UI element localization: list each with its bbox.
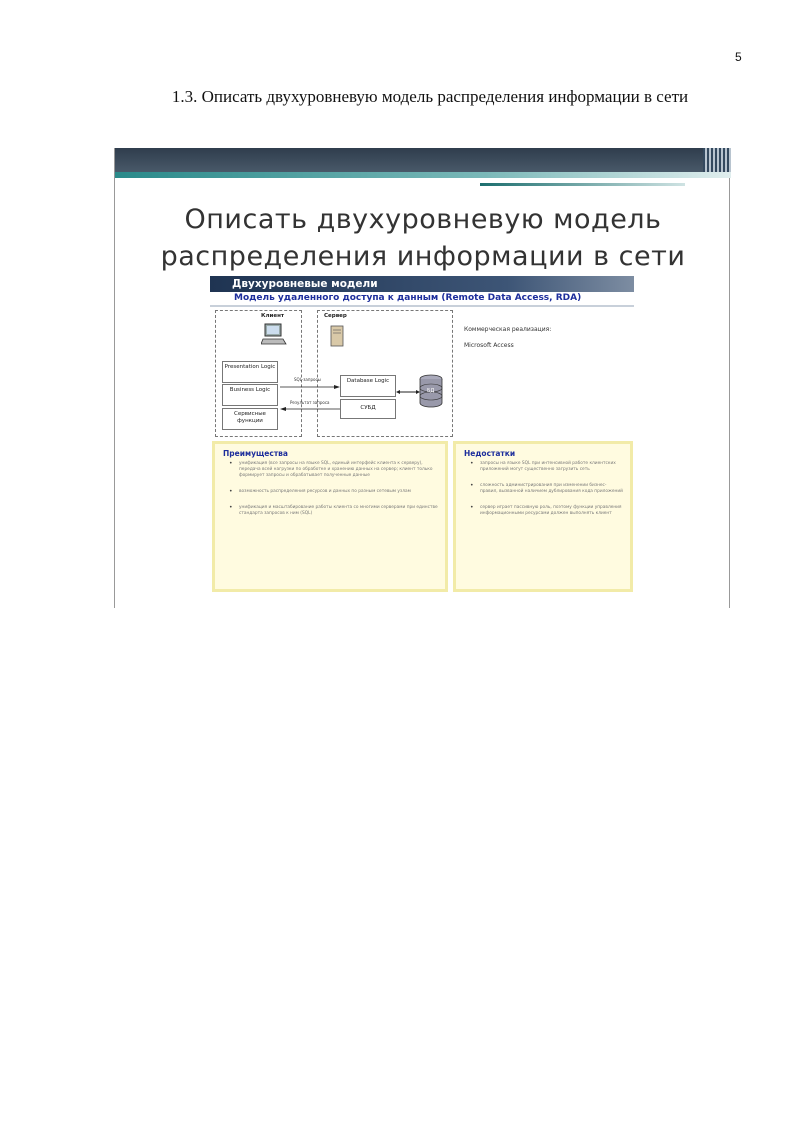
header-rule xyxy=(210,305,634,307)
client-label: Клиент xyxy=(261,313,285,319)
request-arrow-label: SQL-запросы xyxy=(294,377,321,382)
presentation-logic-box: Presentation Logic xyxy=(222,361,278,383)
advantage-item: • возможность распределения ресурсов и данных по разным сетевым узлам xyxy=(229,489,439,495)
implementation-value: Microsoft Access xyxy=(464,342,514,349)
dbms-box: СУБД xyxy=(340,399,396,419)
computer-icon xyxy=(261,323,287,345)
server-box xyxy=(317,310,453,437)
server-label: Сервер xyxy=(324,313,347,319)
service-functions-box: Сервисные функции xyxy=(222,408,278,430)
section-heading: 1.3. Описать двухуровневую модель распределения информации в сети xyxy=(171,87,689,106)
response-arrow-label: Результат запроса xyxy=(290,400,330,405)
implementation-title: Коммерческая реализация: xyxy=(464,326,552,333)
advantages-list xyxy=(219,461,439,527)
rda-subtitle: Модель удаленного доступа к данным (Remote Data Access, RDA) xyxy=(234,293,582,303)
advantages-panel xyxy=(212,441,448,592)
advantage-item: • унификация (все запросы на языке SQL, единый интерфейс клиента к серверу), передача всей нагрузки по обработке и хранению данных на сервер; клиент только формирует запросы и обрабатывает полученные данные xyxy=(229,461,439,479)
slide-accent-line xyxy=(480,183,685,186)
advantages-title: Преимущества xyxy=(223,449,288,458)
disadvantages-panel xyxy=(453,441,633,592)
request-arrow xyxy=(280,383,340,391)
client-box xyxy=(215,310,302,437)
disadvantage-item: • запросы на языке SQL при интенсивной работе клиентских приложений могут существенно загрузить сеть xyxy=(470,461,624,473)
database-logic-box: Database Logic xyxy=(340,375,396,397)
slide-teal-band xyxy=(115,172,731,178)
model-illustration xyxy=(210,276,634,594)
slide-title-line-1: Описать двухуровневую модель xyxy=(184,204,662,235)
slide-title-line-2: распределения информации в сети xyxy=(160,241,686,272)
disadvantage-item: • сервер играет пассивную роль, поэтому функции управления информационными ресурсами должен выполнять клиент xyxy=(470,505,624,517)
disadvantage-item: • сложность администрирования при изменении бизнес-правил, вызванной наличием дублирования кода приложений xyxy=(470,483,624,495)
disadvantages-list xyxy=(460,461,624,527)
business-logic-box: Business Logic xyxy=(222,384,278,406)
advantage-item: • унификация и масштабирование работы клиента со многими серверами при единстве стандарта запросов к ним (SQL) xyxy=(229,505,439,517)
slide-title xyxy=(115,201,731,275)
models-header: Двухуровневые модели xyxy=(210,276,634,292)
page-number: 5 xyxy=(735,50,742,64)
response-arrow xyxy=(280,405,340,413)
database-icon-label: БД xyxy=(427,388,435,394)
server-icon xyxy=(330,325,344,347)
disadvantages-title: Недостатки xyxy=(464,449,516,458)
dbms-db-arrow xyxy=(396,387,420,397)
slide-top-bar xyxy=(115,148,731,178)
slide-image xyxy=(114,148,730,608)
